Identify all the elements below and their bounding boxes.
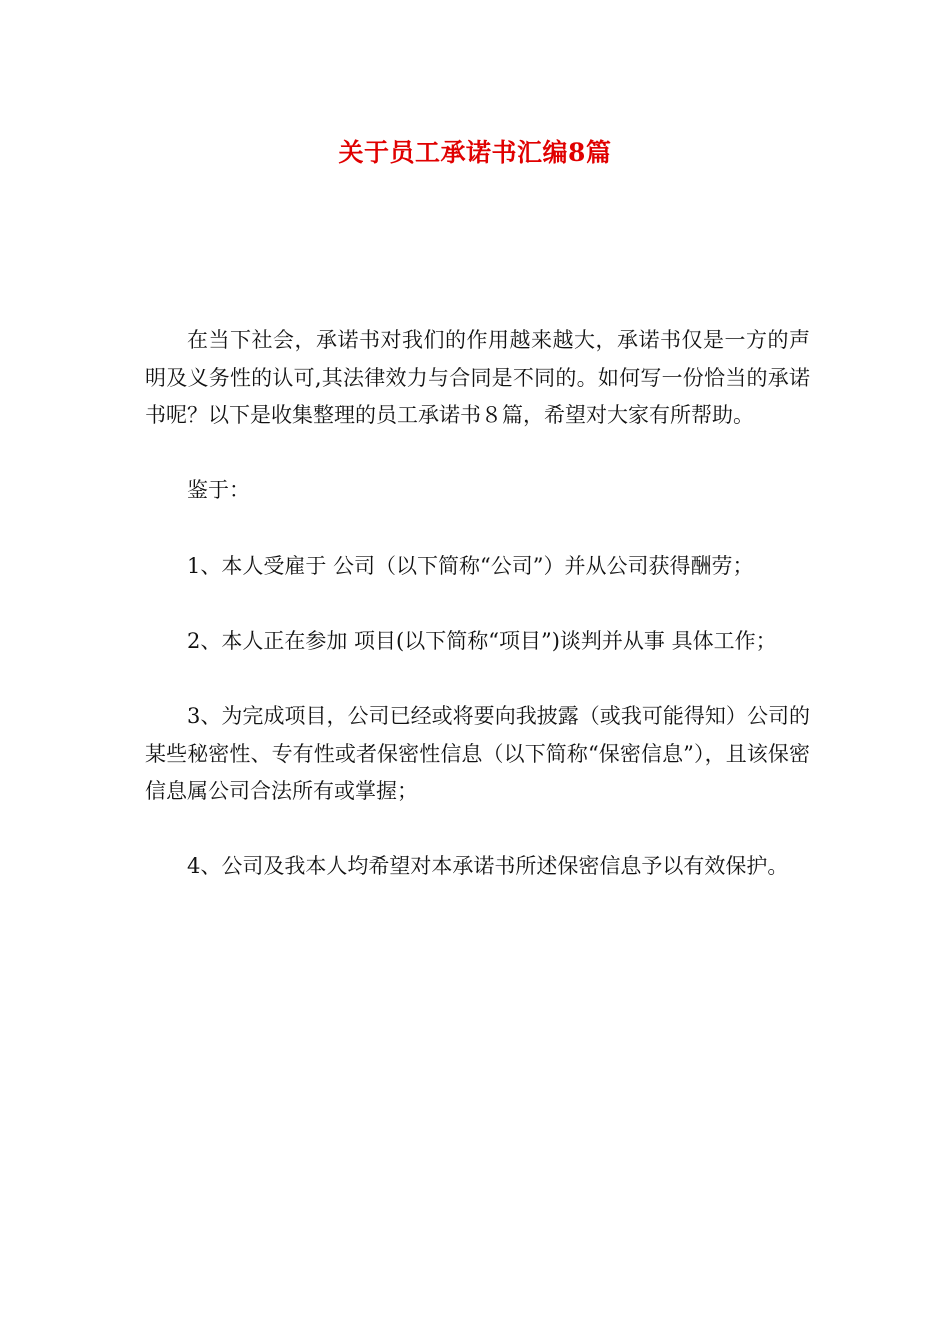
document-body: [145, 322, 810, 886]
paragraph-whereas: 鉴于：: [187, 478, 250, 503]
paragraph-item-3: 3、为完成项目，公司已经或将要向我披露（或我可能得知）公司的某些秘密性、专有性或者保密性信息（以下简称“保密信息”），且该保密信息属公司合法所有或掌握；: [145, 703, 810, 804]
paragraph-item-2: 2、本人正在参加 项目(以下简称“项目”)谈判并从事 具体工作；: [187, 628, 777, 653]
paragraph-intro: 在当下社会，承诺书对我们的作用越来越大，承诺书仅是一方的声明及义务性的认可,其法律效力与合同是不同的。如何写一份恰当的承诺书呢？以下是收集整理的员工承诺书８篇，希望对大家有所帮助。: [145, 328, 810, 428]
document-title: 关于员工承诺书汇编8篇: [338, 138, 612, 167]
paragraph-item-4: 4、公司及我本人均希望对本承诺书所述保密信息予以有效保护。: [187, 854, 789, 879]
paragraph-item-1: 1、本人受雇于 公司（以下简称“公司”）并从公司获得酬劳；: [187, 553, 754, 578]
